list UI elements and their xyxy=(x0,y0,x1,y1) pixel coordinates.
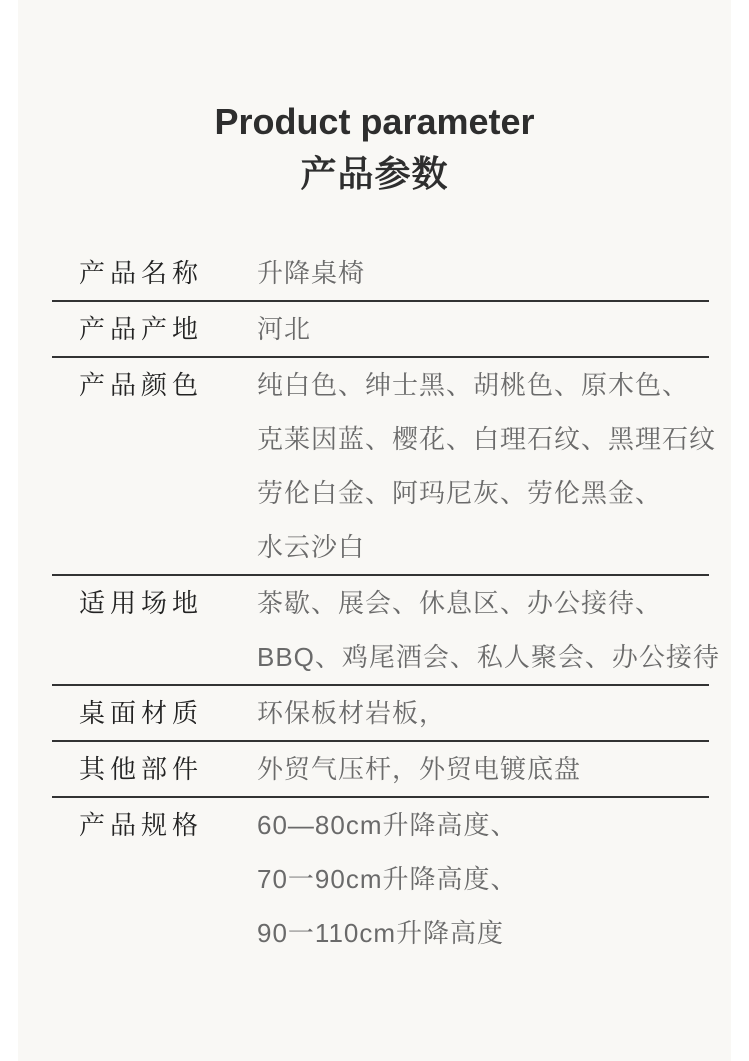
param-value-line: 外贸气压杆，外贸电镀底盘 xyxy=(257,754,582,784)
parameter-table xyxy=(52,246,720,960)
param-value-line: BBQ、鸡尾酒会、私人聚会、办公接待 xyxy=(257,642,720,672)
param-row-origin xyxy=(52,302,709,358)
param-value-line: 河北 xyxy=(257,314,312,344)
param-row-colors xyxy=(52,358,717,576)
param-label: 适用场地 xyxy=(79,588,204,618)
param-value-line: 70一90cm升降高度、 xyxy=(257,864,518,894)
title-zh: 产品参数 xyxy=(300,153,449,194)
param-value-line: 克莱因蓝、樱花、白理石纹、黑理石纹 xyxy=(257,424,717,454)
product-parameter-panel xyxy=(18,0,731,1061)
param-label: 产品规格 xyxy=(79,810,204,840)
param-value-line: 升降桌椅 xyxy=(257,258,366,288)
param-value xyxy=(257,742,709,796)
param-value xyxy=(257,686,709,740)
param-row-specifications xyxy=(52,798,709,960)
param-value xyxy=(257,358,716,574)
param-value-line: 劳伦白金、阿玛尼灰、劳伦黑金、 xyxy=(257,478,663,508)
param-label: 产品产地 xyxy=(79,314,204,344)
param-value-line: 纯白色、绅士黑、胡桃色、原木色、 xyxy=(257,370,690,400)
param-value-line: 茶歇、展会、休息区、办公接待、 xyxy=(257,588,663,618)
param-row-venues xyxy=(52,576,720,686)
param-value-line: 环保板材岩板， xyxy=(257,698,447,728)
param-value-line: 90一110cm升降高度 xyxy=(257,918,505,948)
header xyxy=(18,96,731,200)
param-value xyxy=(257,302,709,356)
param-row-tabletop-material xyxy=(52,686,709,742)
title-en: Product parameter xyxy=(214,101,535,142)
param-value-line: 60—80cm升降高度、 xyxy=(257,810,518,840)
param-value xyxy=(257,798,709,960)
param-label: 产品颜色 xyxy=(79,370,204,400)
param-label: 桌面材质 xyxy=(79,698,204,728)
param-value xyxy=(257,246,709,300)
param-label: 产品名称 xyxy=(79,258,204,288)
param-label: 其他部件 xyxy=(79,754,204,784)
param-row-product-name xyxy=(52,246,709,302)
param-value xyxy=(257,576,720,684)
param-value-line: 水云沙白 xyxy=(257,532,366,562)
param-row-other-parts xyxy=(52,742,709,798)
